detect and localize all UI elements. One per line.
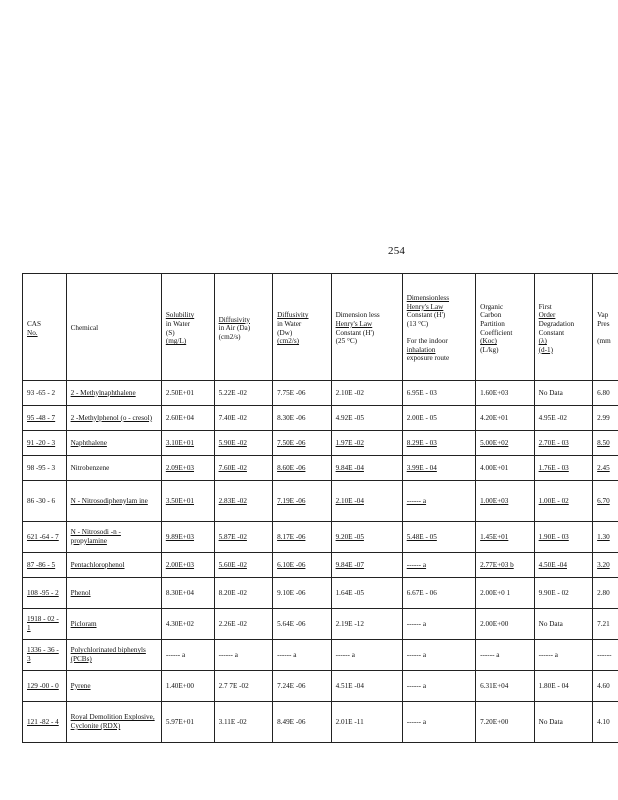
cell-chemical: 2 - Methylnaphthalene [66, 381, 161, 406]
cell-vapor-pressure: 1.30 [593, 522, 618, 553]
cell-koc: 2.00E+00 [476, 609, 535, 640]
cell-chemical: Picloram [66, 609, 161, 640]
cell-diffusivity-water: 8.49E -06 [273, 702, 332, 743]
cell-cas: 95 -48 - 7 [23, 406, 67, 431]
chemical-properties-table [22, 273, 618, 743]
cell-diffusivity-water: 8.17E -06 [273, 522, 332, 553]
cell-henry-13c: 5.48E - 05 [402, 522, 475, 553]
cell-degradation: ------ a [534, 640, 593, 671]
header-degradation: First Order Degradation Constant (λ) (d-1) [534, 274, 593, 381]
cell-diffusivity-air: 2.83E -02 [214, 481, 273, 522]
table-row [23, 640, 618, 671]
table-row [23, 381, 618, 406]
cell-cas: 93 -65 - 2 [23, 381, 67, 406]
cell-chemical: Pyrene [66, 671, 161, 702]
cell-cas: 1336 - 36 - 3 [23, 640, 67, 671]
cell-henry-13c: 8.29E - 03 [402, 431, 475, 456]
table-row [23, 456, 618, 481]
cell-henry-13c: ------ a [402, 553, 475, 578]
cell-vapor-pressure: 2.99 [593, 406, 618, 431]
cell-degradation: 1.90E - 03 [534, 522, 593, 553]
cell-henry-13c: 6.67E - 06 [402, 578, 475, 609]
cell-diffusivity-air: 5.60E -02 [214, 553, 273, 578]
cell-diffusivity-water: 9.10E -06 [273, 578, 332, 609]
cell-solubility: 3.10E+01 [161, 431, 214, 456]
cell-degradation: 2.70E - 03 [534, 431, 593, 456]
cell-diffusivity-water: ------ a [273, 640, 332, 671]
cell-vapor-pressure: 4.10 [593, 702, 618, 743]
cell-diffusivity-water: 7.24E -06 [273, 671, 332, 702]
table-row [23, 522, 618, 553]
header-henry-25c: Dimension less Henry's Law Constant (H') (25 °C) [331, 274, 402, 381]
cell-chemical: Pentachlorophenol [66, 553, 161, 578]
cell-cas: 91 -20 - 3 [23, 431, 67, 456]
header-vapor-pressure: Vap Pres (mm [593, 274, 618, 381]
cell-henry-25c: 1.64E -05 [331, 578, 402, 609]
cell-diffusivity-water: 8.30E -06 [273, 406, 332, 431]
cell-diffusivity-air: 2.26E -02 [214, 609, 273, 640]
cell-solubility: 2.09E+03 [161, 456, 214, 481]
cell-henry-13c: 6.95E - 03 [402, 381, 475, 406]
cell-cas: 129 -00 - 0 [23, 671, 67, 702]
cell-cas: 98 -95 - 3 [23, 456, 67, 481]
cell-henry-25c: 1.97E -02 [331, 431, 402, 456]
header-solubility: Solubility in Water (S) (mg/L) [161, 274, 214, 381]
cell-henry-25c: 9.84E -04 [331, 456, 402, 481]
cell-koc: 5.00E+02 [476, 431, 535, 456]
cell-solubility: 8.30E+04 [161, 578, 214, 609]
page-number: 254 [388, 245, 406, 257]
cell-vapor-pressure: 8.50 [593, 431, 618, 456]
cell-diffusivity-water: 5.64E -06 [273, 609, 332, 640]
cell-cas: 121 -82 - 4 [23, 702, 67, 743]
cell-degradation: 1.76E - 03 [534, 456, 593, 481]
table-row [23, 702, 618, 743]
header-diffusivity-air: Diffusivity in Air (Da) (cm2/s) [214, 274, 273, 381]
cell-vapor-pressure: 6.80 [593, 381, 618, 406]
cell-cas: 86 -30 - 6 [23, 481, 67, 522]
header-chemical: Chemical [66, 274, 161, 381]
cell-diffusivity-air: 5.22E -02 [214, 381, 273, 406]
header-diffusivity-water: Diffusivity in Water (Dw) (cm2/s) [273, 274, 332, 381]
cell-koc: 1.45E+01 [476, 522, 535, 553]
cell-diffusivity-air: 7.40E -02 [214, 406, 273, 431]
header-cas: CAS No. [23, 274, 67, 381]
cell-degradation: 1.00E - 02 [534, 481, 593, 522]
cell-degradation: 4.95E -02 [534, 406, 593, 431]
cell-diffusivity-air: ------ a [214, 640, 273, 671]
cell-solubility: 3.50E+01 [161, 481, 214, 522]
cell-chemical: 2 -Methylphenol (o - cresol) [66, 406, 161, 431]
cell-degradation: 1.80E - 04 [534, 671, 593, 702]
cell-diffusivity-water: 6.10E -06 [273, 553, 332, 578]
cell-vapor-pressure: 3.20 [593, 553, 618, 578]
cell-diffusivity-air: 8.20E -02 [214, 578, 273, 609]
cell-henry-25c: 2.10E -02 [331, 381, 402, 406]
table-row [23, 406, 618, 431]
cell-henry-13c: ------ a [402, 481, 475, 522]
cell-degradation: 4.50E -04 [534, 553, 593, 578]
cell-vapor-pressure: 2.80 [593, 578, 618, 609]
cell-henry-25c: 9.20E -05 [331, 522, 402, 553]
cell-henry-25c: ------ a [331, 640, 402, 671]
cell-koc: 7.20E+00 [476, 702, 535, 743]
cell-henry-13c: ------ a [402, 702, 475, 743]
cell-solubility: 1.40E+00 [161, 671, 214, 702]
cell-koc: 4.20E+01 [476, 406, 535, 431]
cell-chemical: N - Nitrosodiphenylam ine [66, 481, 161, 522]
cell-solubility: ------ a [161, 640, 214, 671]
cell-solubility: 5.97E+01 [161, 702, 214, 743]
cell-koc: 6.31E+04 [476, 671, 535, 702]
cell-koc: 2.00E+0 1 [476, 578, 535, 609]
cell-vapor-pressure: 4.60 [593, 671, 618, 702]
cell-chemical: Royal Demolition Explosive, Cyclonite (RDX) [66, 702, 161, 743]
cell-degradation: No Data [534, 609, 593, 640]
cell-diffusivity-air: 3.11E -02 [214, 702, 273, 743]
cell-solubility: 2.60E+04 [161, 406, 214, 431]
cell-koc: ------ a [476, 640, 535, 671]
cell-henry-13c: ------ a [402, 609, 475, 640]
cell-degradation: 9.90E - 02 [534, 578, 593, 609]
cell-koc: 2.77E+03 b [476, 553, 535, 578]
table-row [23, 431, 618, 456]
cell-solubility: 2.00E+03 [161, 553, 214, 578]
cell-degradation: No Data [534, 381, 593, 406]
cell-degradation: No Data [534, 702, 593, 743]
table-row [23, 671, 618, 702]
table-row [23, 481, 618, 522]
cell-henry-25c: 4.92E -05 [331, 406, 402, 431]
cell-diffusivity-air: 5.90E -02 [214, 431, 273, 456]
cell-koc: 1.00E+03 [476, 481, 535, 522]
cell-koc: 4.00E+01 [476, 456, 535, 481]
cell-solubility: 4.30E+02 [161, 609, 214, 640]
cell-henry-25c: 9.84E -07 [331, 553, 402, 578]
cell-vapor-pressure: 6.70 [593, 481, 618, 522]
cell-diffusivity-water: 7.75E -06 [273, 381, 332, 406]
cell-cas: 108 -95 - 2 [23, 578, 67, 609]
cell-diffusivity-water: 7.50E -06 [273, 431, 332, 456]
cell-cas: 621 -64 - 7 [23, 522, 67, 553]
cell-vapor-pressure: 2.45 [593, 456, 618, 481]
cell-vapor-pressure: 7.21 [593, 609, 618, 640]
cell-chemical: Phenol [66, 578, 161, 609]
cell-henry-25c: 2.10E -04 [331, 481, 402, 522]
table-row [23, 609, 618, 640]
cell-diffusivity-air: 7.60E -02 [214, 456, 273, 481]
cell-henry-13c: 3.99E - 04 [402, 456, 475, 481]
cell-chemical: Naphthalene [66, 431, 161, 456]
cell-diffusivity-air: 2.7 7E -02 [214, 671, 273, 702]
cell-solubility: 2.50E+01 [161, 381, 214, 406]
cell-diffusivity-air: 5.87E -02 [214, 522, 273, 553]
cell-chemical: N - Nitrosodi -n - propylamine [66, 522, 161, 553]
header-koc: Organic Carbon Partition Coefficient (Koc) (L/kg) [476, 274, 535, 381]
cell-cas: 1918 - 02 - 1 [23, 609, 67, 640]
cell-vapor-pressure: ------ [593, 640, 618, 671]
cell-cas: 87 -86 - 5 [23, 553, 67, 578]
cell-henry-25c: 2.19E -12 [331, 609, 402, 640]
table-header-row [23, 274, 618, 381]
cell-henry-13c: 2.00E - 05 [402, 406, 475, 431]
cell-henry-25c: 4.51E -04 [331, 671, 402, 702]
cell-chemical: Nitrobenzene [66, 456, 161, 481]
cell-chemical: Polychlorinated biphenyls (PCBs) [66, 640, 161, 671]
cell-henry-25c: 2.01E -11 [331, 702, 402, 743]
cell-koc: 1.60E+03 [476, 381, 535, 406]
header-henry-13c: Dimensionless Henry's Law Constant (H') (13 °C) For the indoor inhalation exposure route [402, 274, 475, 381]
chemical-properties-table-region [22, 273, 618, 743]
cell-henry-13c: ------ a [402, 640, 475, 671]
cell-henry-13c: ------ a [402, 671, 475, 702]
table-row [23, 578, 618, 609]
table-row [23, 553, 618, 578]
cell-solubility: 9.89E+03 [161, 522, 214, 553]
cell-diffusivity-water: 7.19E -06 [273, 481, 332, 522]
cell-diffusivity-water: 8.60E -06 [273, 456, 332, 481]
